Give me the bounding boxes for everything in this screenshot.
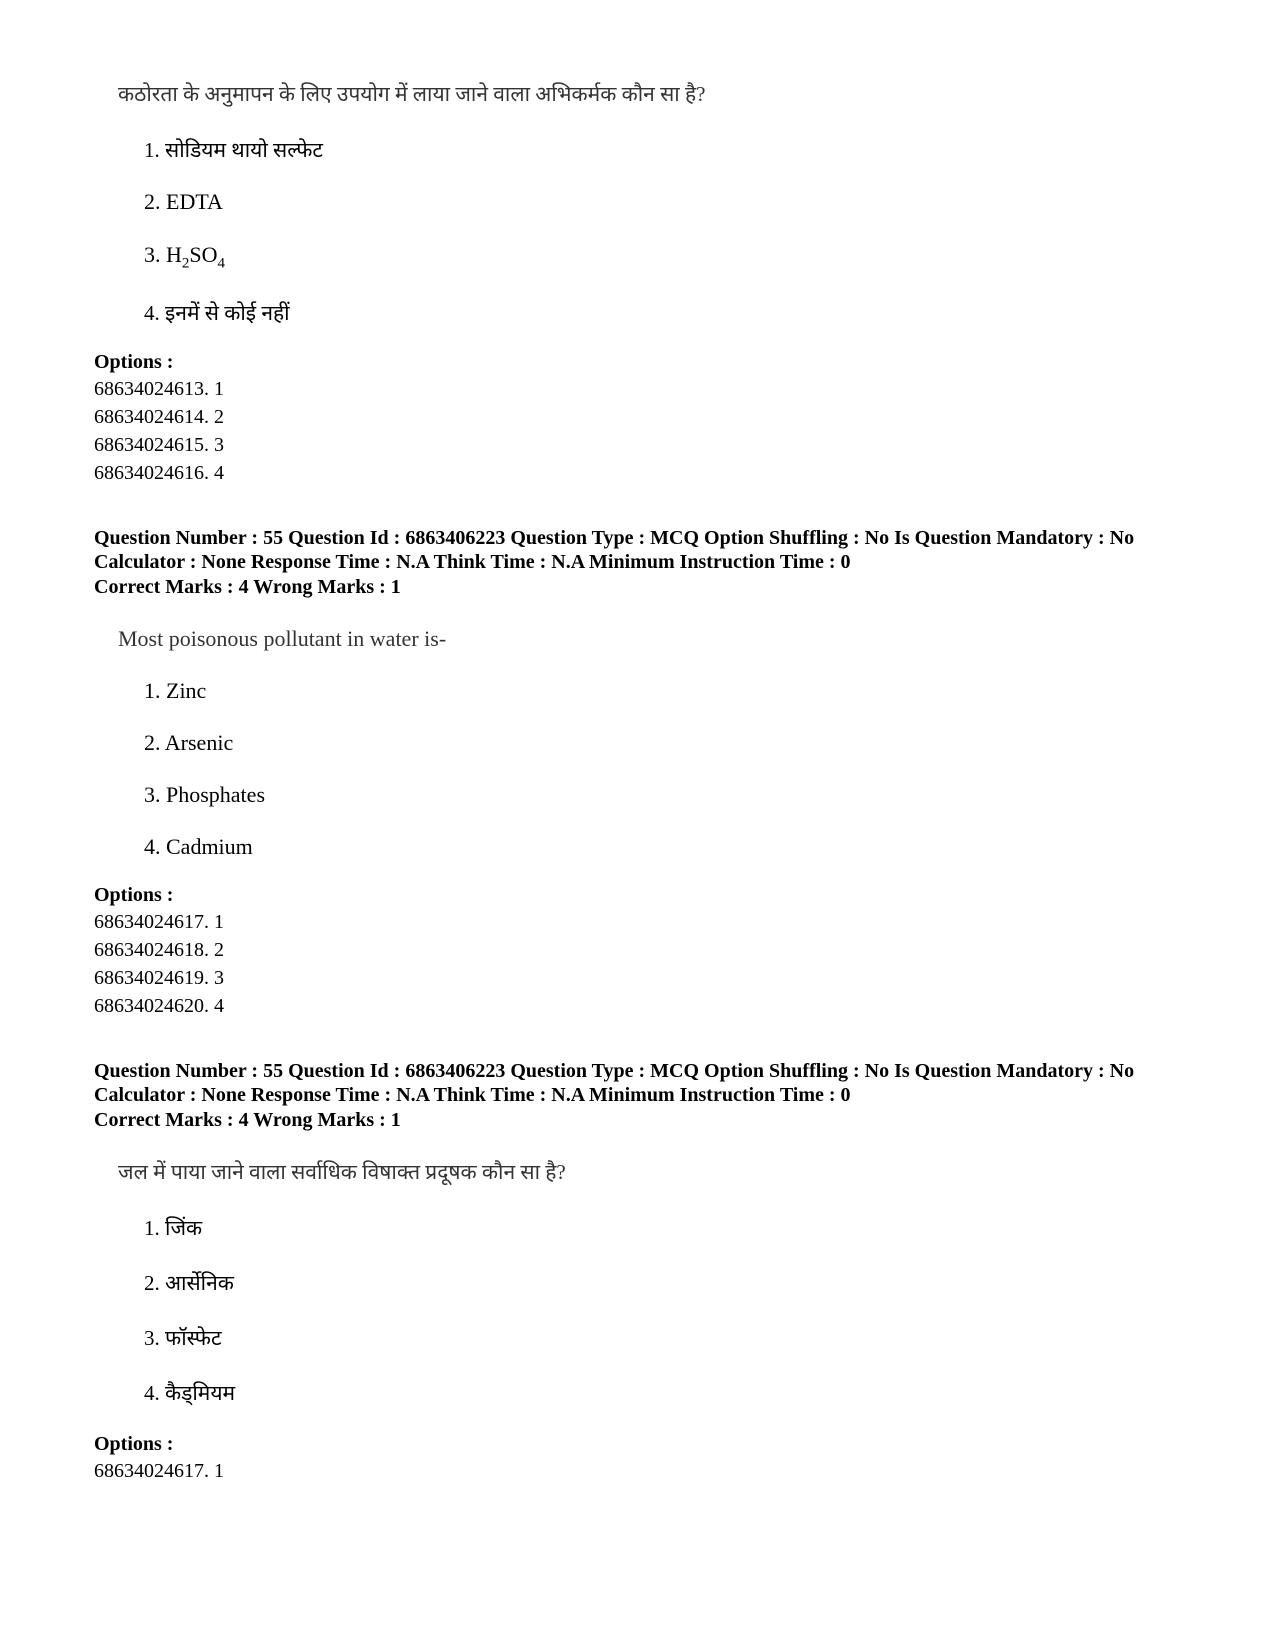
options-label: Options : bbox=[94, 351, 174, 373]
option-id: 68634024616. 4 bbox=[94, 462, 224, 484]
choice-4: 4. Cadmium bbox=[144, 834, 253, 859]
option-id: 68634024619. 3 bbox=[94, 967, 224, 989]
question-text: कठोरता के अनुमापन के लिए उपयोग में लाया जाने वाला अभिकर्मक कौन सा है? bbox=[118, 82, 706, 106]
choice-1: 1. जिंक bbox=[144, 1216, 203, 1240]
question-image-poisonous-pollutant bbox=[118, 626, 446, 652]
option-id: 68634024620. 4 bbox=[94, 995, 224, 1017]
question-meta: Question Number : 55 Question Id : 6863406223 Question Type : MCQ Option Shuffling : No Is Question Mandatory : No Calculator : None Response Time : N.A Think Time : N.A Minimum Instruction Time : 0 bbox=[94, 527, 1135, 573]
question-image-hardness-reagent bbox=[118, 80, 705, 108]
choice-2: 2. आर्सेनिक bbox=[144, 1271, 234, 1295]
question-marks: Correct Marks : 4 Wrong Marks : 1 bbox=[94, 576, 401, 598]
question-meta: Question Number : 55 Question Id : 6863406223 Question Type : MCQ Option Shuffling : No Is Question Mandatory : No Calculator : None Response Time : N.A Think Time : N.A Minimum Instruction Time : 0 bbox=[94, 1060, 1135, 1106]
question-marks: Correct Marks : 4 Wrong Marks : 1 bbox=[94, 1109, 401, 1131]
options-label: Options : bbox=[94, 884, 174, 906]
options-label: Options : bbox=[94, 1433, 174, 1455]
choice-1: 1. सोडियम थायो सल्फेट bbox=[144, 138, 324, 162]
question-text: Most poisonous pollutant in water is- bbox=[118, 626, 447, 651]
option-id: 68634024617. 1 bbox=[94, 911, 224, 933]
option-id: 68634024617. 1 bbox=[94, 1460, 224, 1482]
choice-3: 3. Phosphates bbox=[144, 782, 265, 807]
choice-2: 2. EDTA bbox=[144, 189, 223, 214]
choice-2: 2. Arsenic bbox=[144, 730, 234, 755]
option-id: 68634024615. 3 bbox=[94, 434, 224, 456]
option-id: 68634024614. 2 bbox=[94, 406, 224, 428]
choice-1: 1. Zinc bbox=[144, 678, 207, 703]
question-image-poisonous-pollutant-hindi bbox=[118, 1158, 566, 1186]
option-id: 68634024613. 1 bbox=[94, 378, 224, 400]
choice-3: 3. $H_2SO_4$ bbox=[144, 242, 226, 272]
choice-4: 4. कैड्मियम bbox=[144, 1381, 236, 1405]
choice-3: 3. फॉस्फेट bbox=[144, 1326, 222, 1350]
option-id: 68634024618. 2 bbox=[94, 939, 224, 961]
question-text: जल में पाया जाने वाला सर्वाधिक विषाक्त प्रदूषक कौन सा है? bbox=[118, 1160, 566, 1184]
choice-4: 4. इनमें से कोई नहीं bbox=[144, 301, 290, 325]
